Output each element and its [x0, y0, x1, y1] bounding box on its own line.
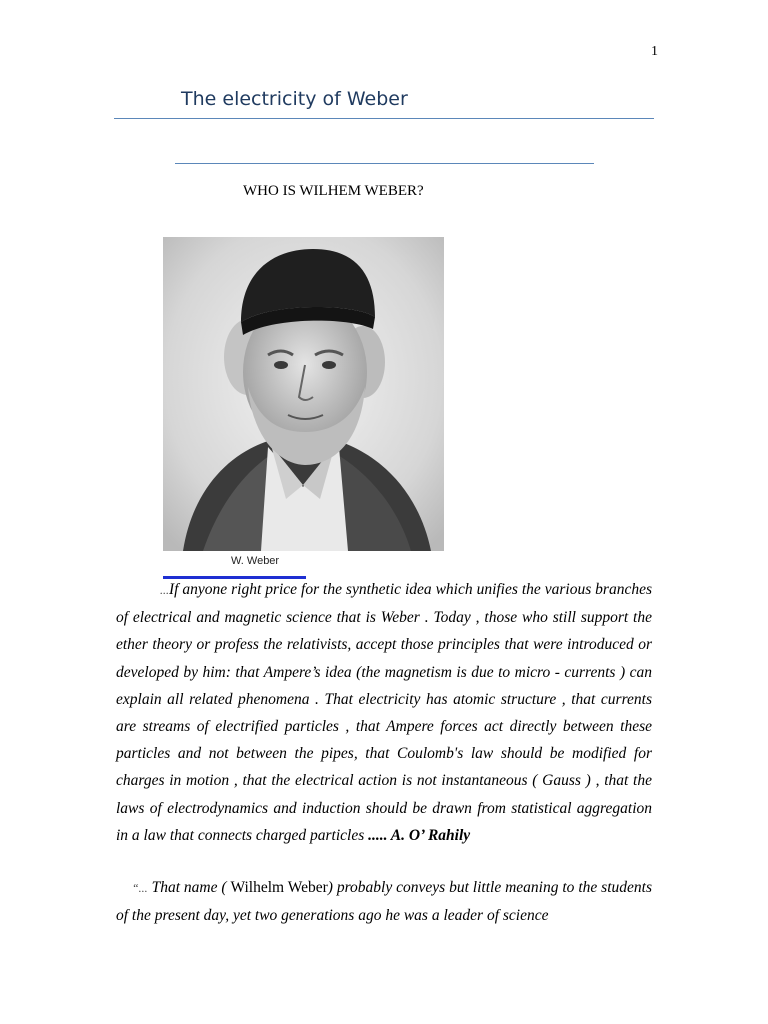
quote-paragraph-2 [116, 874, 652, 929]
heading-divider [175, 163, 594, 164]
document-title: The electricity of Weber [181, 88, 408, 110]
figure-caption: W. Weber [231, 555, 280, 567]
paragraph-lead: ... [160, 583, 169, 597]
caption-band [163, 551, 444, 578]
person-name: Wilhelm Weber [230, 879, 328, 896]
title-divider [114, 118, 654, 119]
section-heading: WHO IS WILHEM WEBER? [243, 183, 424, 199]
paragraph-lead: “... [132, 881, 148, 895]
attribution: ..... A. O’ Rahily [368, 826, 471, 844]
paragraph-text: That name ( [147, 879, 231, 896]
paragraph-text: ) probably conveys but little meaning to the students of the present day, yet two generations ago he was a leader of science [116, 879, 652, 925]
page-number: 1 [651, 44, 658, 59]
paragraph-text: If anyone right price for the synthetic idea which unifies the various branches of electrical and magnetic science that is Weber . Today , those who still support the ether theory or profess the relativists, accept those principles that were introduced or developed by him: that Ampere’s idea (the magnetism is due to micro - currents ) can explain all related phenomena . That electricity has atomic structure , that currents are streams of electrified particles , that Ampere forces act directly between these particles and not between the pipes, that Coulomb's law should be modified for charges in motion , that the electrical action is not instantaneous ( Gauss ) , that the laws of electrodynamics and induction should be drawn from statistical aggregation in a law that connects charged particles [116, 581, 652, 844]
weber-portrait [163, 237, 444, 551]
quote-paragraph-1 [116, 576, 652, 849]
